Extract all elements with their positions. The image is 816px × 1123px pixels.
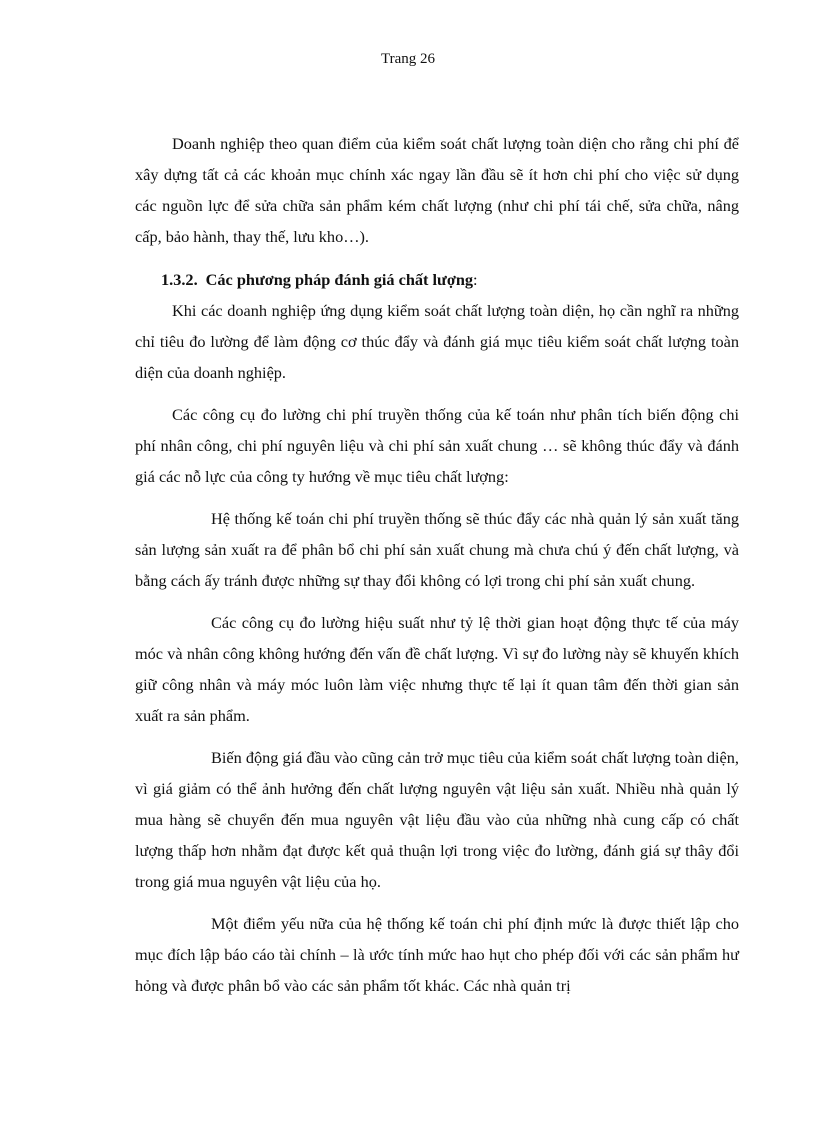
body-paragraph-traditional-tools: Các công cụ đo lường chi phí truyền thống của kế toán như phân tích biến động chi phí nhân công, chi phí nguyên liệu và chi phí sản xuất chung … sẽ không thúc đẩy và đánh giá các nỗ lực của công ty hướng về mục tiêu chất lượng: <box>135 405 739 486</box>
point-paragraph-price-variance: Biến động giá đầu vào cũng cản trở mục tiêu của kiểm soát chất lượng toàn diện, vì giá giảm có thể ảnh hưởng đến chất lượng nguyên vật liệu sản xuất. Nhiều nhà quản lý mua hàng sẽ chuyển đến mua nguyên vật liệu đầu vào của những nhà cung cấp có chất lượng thấp hơn nhằm đạt được kết quả thuận lợi trong việc đo lường, đánh giá sự thây đổi trong giá mua nguyên vật liệu của họ. <box>135 748 739 891</box>
page-body <box>135 128 739 1001</box>
body-paragraph-measures: Khi các doanh nghiệp ứng dụng kiểm soát chất lượng toàn diện, họ cần nghĩ ra những chỉ tiêu đo lường để làm động cơ thúc đẩy và đánh giá mục tiêu kiểm soát chất lượng toàn diện của doanh nghiệp. <box>135 301 739 382</box>
point-paragraph-cost-system: Hệ thống kế toán chi phí truyền thống sẽ thúc đẩy các nhà quản lý sản xuất tăng sản lượng sản xuất ra để phân bổ chi phí sản xuất chung mà chưa chú ý đến chất lượng, và bằng cách ấy tránh được những sự thay đổi không có lợi trong chi phí sản xuất chung. <box>135 509 739 590</box>
section-heading <box>135 264 739 295</box>
section-title-colon: : <box>473 270 478 289</box>
section-number: 1.3.2. <box>161 270 198 289</box>
point-paragraph-standard-cost: Một điểm yếu nữa của hệ thống kế toán chi phí định mức là được thiết lập cho mục đích lập báo cáo tài chính – là ước tính mức hao hụt cho phép đối với các sản phẩm hư hỏng và được phân bổ vào các sản phẩm tốt khác. Các nhà quản trị <box>135 914 739 995</box>
page-number-header: Trang 26 <box>380 51 436 67</box>
intro-paragraph: Doanh nghiệp theo quan điểm của kiểm soát chất lượng toàn diện cho rằng chi phí để xây dựng tất cả các khoản mục chính xác ngay lần đầu sẽ ít hơn chi phí cho việc sử dụng các nguồn lực để sửa chữa sản phẩm kém chất lượng (như chi phí tái chế, sửa chữa, nâng cấp, bảo hành, thay thế, lưu kho…). <box>135 134 739 246</box>
section-title: Các phương pháp đánh giá chất lượng <box>205 270 474 289</box>
point-paragraph-efficiency: Các công cụ đo lường hiệu suất như tỷ lệ thời gian hoạt động thực tế của máy móc và nhân công không hướng đến vấn đề chất lượng. Vì sự đo lường này sẽ khuyến khích giữ công nhân và máy móc luôn làm việc nhưng thực tế lại ít quan tâm đến thời gian sản xuất ra sản phẩm. <box>135 613 739 725</box>
